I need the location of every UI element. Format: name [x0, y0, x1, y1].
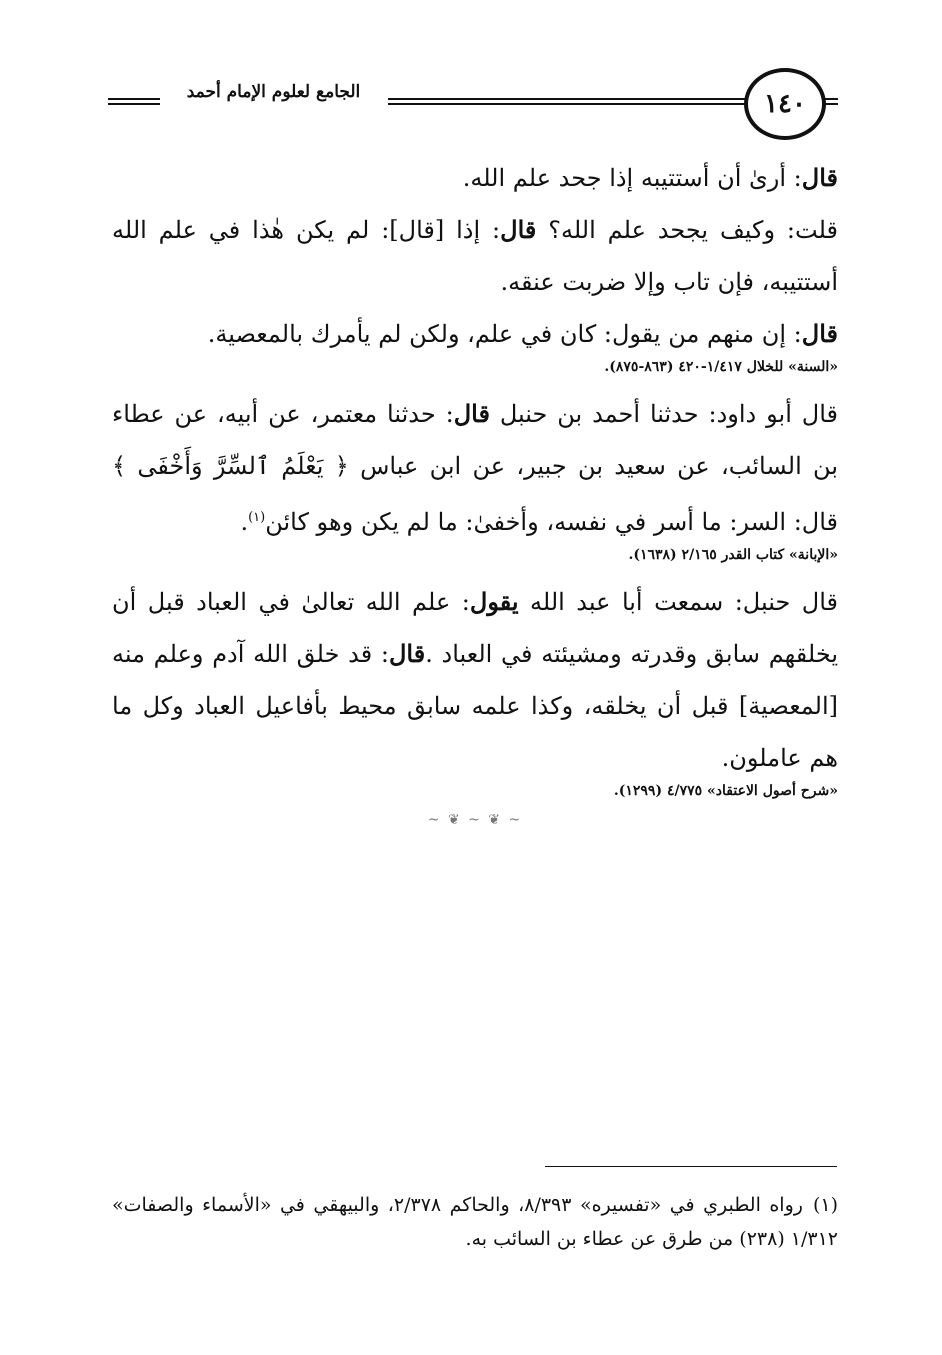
- header-rule-left: [108, 98, 160, 105]
- book-title: الجامع لعلوم الإمام أحمد: [186, 82, 361, 102]
- paragraph-text: .: [240, 508, 249, 536]
- paragraph-1: [112, 152, 838, 204]
- source-citation-3: «شرح أصول الاعتقاد» ٤/٧٧٥ (١٢٩٩).: [613, 783, 838, 799]
- paragraph-text: : إذا [قال]: لم يكن هٰذا في علم الله أستتيبه، فإن تاب وإلا ضربت عنقه.: [112, 216, 838, 296]
- keyword-qala: قال: [453, 399, 490, 428]
- section-ornament: ~ ❦ ~ ❦ ~: [427, 812, 523, 828]
- page-number: ١٤٠: [764, 89, 806, 119]
- main-text: [112, 152, 838, 828]
- keyword-yaqulu: يقول: [469, 587, 519, 616]
- paragraph-text: : إن منهم من يقول: كان في علم، ولكن لم يأمرك بالمعصية.: [207, 320, 802, 348]
- page-header: [108, 70, 838, 140]
- keyword-qala: قال: [500, 215, 537, 244]
- quran-verse: ﴿ يَعْلَمُ ٱلسِّرَّ وَأَخْفَى ﴾: [112, 452, 349, 480]
- footnote: [112, 1188, 838, 1256]
- page-number-badge: [744, 68, 826, 140]
- footnote-number: (١): [812, 1194, 838, 1216]
- paragraph-4: [112, 388, 838, 548]
- keyword-qala: قال: [388, 639, 426, 668]
- footnote-text: رواه الطبري في «تفسيره» ٨/٣٩٣، والحاكم ٢/٣٧٨، والبيهقي في «الأسماء والصفات» ١/٣١٢ (٢٣٨) من طرق عن عطاء بن السائب به.: [112, 1194, 838, 1250]
- paragraph-text: : قد خلق الله آدم وعلم منه [المعصية] قبل أن يخلقه، وكذا علمه سابق محيط بأفاعيل العباد وكل ما هم عاملون.: [112, 640, 838, 772]
- footnote-divider: [545, 1166, 837, 1167]
- paragraph-text: : حدثنا معتمر، عن أبيه، عن عطاء بن السائب، عن سعيد بن جبير، عن ابن عباس: [112, 400, 838, 480]
- paragraph-text: قال أبو داود: حدثنا أحمد بن حنبل: [489, 400, 838, 428]
- paragraph-text: قال حنبل: سمعت أبا عبد الله: [518, 588, 838, 616]
- source-citation-1: «السنة» للخلال ١/٤١٧-٤٢٠ (٨٦٣-٨٧٥).: [604, 359, 838, 375]
- paragraph-3: [112, 308, 838, 360]
- paragraph-2: [112, 204, 838, 308]
- keyword-qala: قال: [801, 163, 838, 192]
- paragraph-text: : علم الله تعالىٰ في العباد قبل أن يخلقهم سابق وقدرته ومشيئته في العباد .: [112, 588, 838, 668]
- paragraph-5: [112, 576, 838, 784]
- paragraph-text: : أرىٰ أن أستتيبه إذا جحد علم الله.: [462, 164, 802, 192]
- footnote-reference[interactable]: (١): [248, 510, 266, 525]
- paragraph-text: قال: السر: ما أسر في نفسه، وأخفىٰ: ما لم يكن وهو كائن: [265, 508, 838, 536]
- source-citation-2: «الإبانة» كتاب القدر ٢/١٦٥ (١٦٣٨).: [628, 547, 838, 563]
- paragraph-text: قلت: وكيف يجحد علم الله؟: [536, 216, 838, 244]
- keyword-qala: قال: [801, 319, 838, 348]
